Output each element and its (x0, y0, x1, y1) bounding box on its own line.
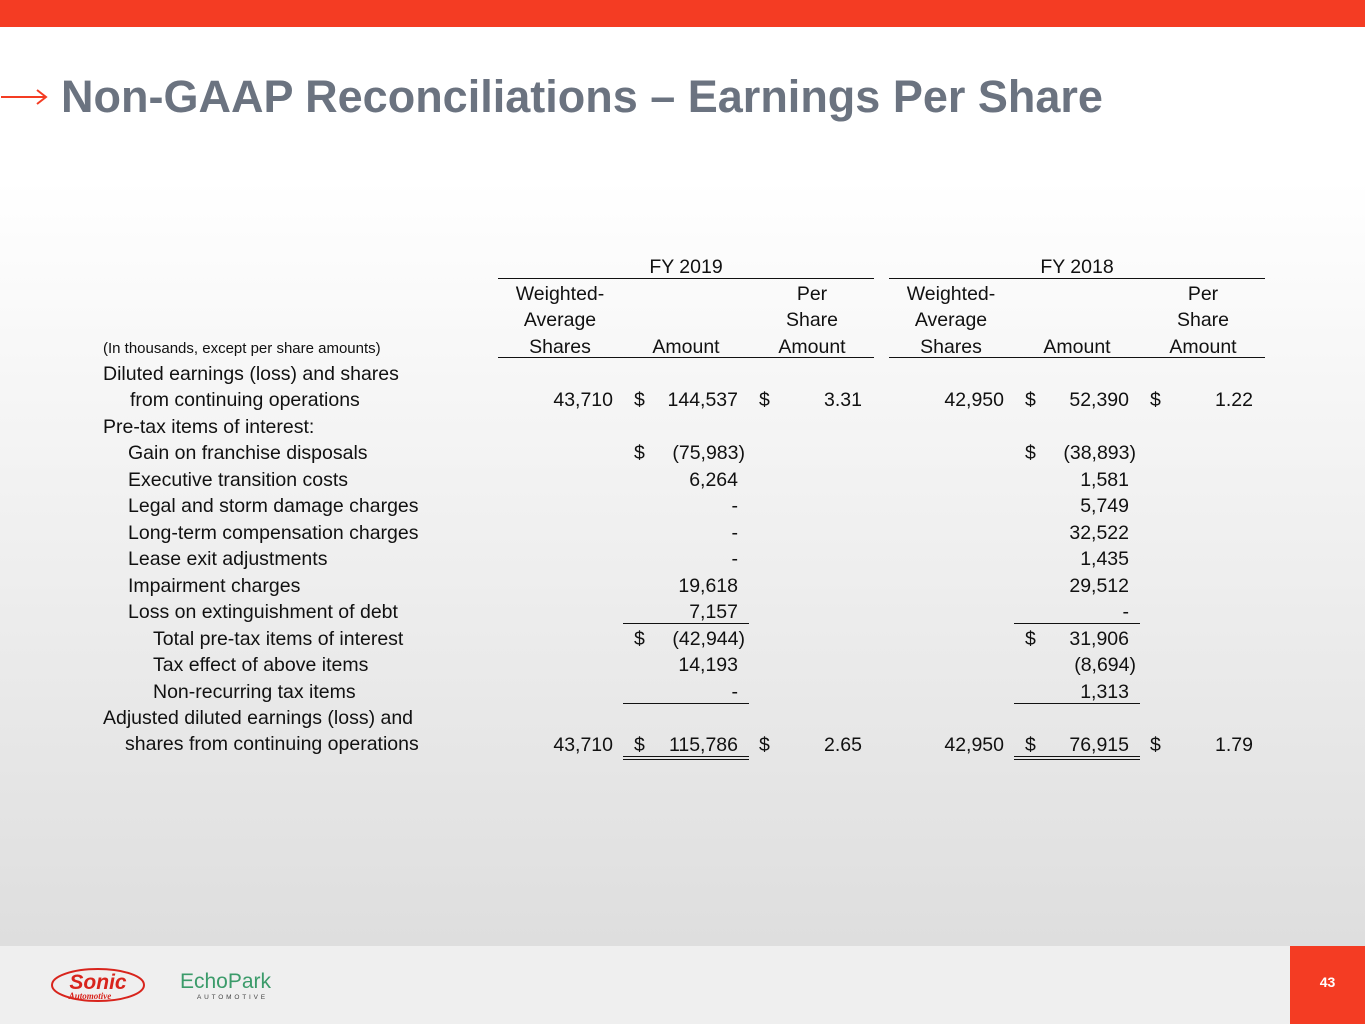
col-header-shares-3: Shares (920, 336, 982, 358)
cell-amount: - (731, 495, 738, 517)
echopark-logo (178, 968, 274, 1004)
cell-amount: 76,915 (1069, 734, 1129, 756)
col-header-amount: Amount (1043, 336, 1111, 358)
currency-sign: $ (634, 734, 645, 756)
row-label: from continuing operations (130, 389, 360, 411)
col-header-amount: Amount (652, 336, 720, 358)
row-label: Executive transition costs (128, 469, 349, 491)
col-header-shares-1: Weighted- (515, 283, 605, 305)
row-label: Lease exit adjustments (128, 548, 328, 570)
row-label: Adjusted diluted earnings (loss) and (103, 707, 414, 729)
cell-amount: 5,749 (1080, 495, 1129, 517)
col-header-shares-3: Shares (529, 336, 591, 358)
row-label: Pre-tax items of interest: (103, 416, 315, 438)
row-label: Tax effect of above items (153, 654, 369, 676)
cell-amount: (38,893) (1063, 442, 1136, 464)
currency-sign: $ (1025, 628, 1036, 650)
col-header-shares-2: Average (914, 309, 988, 331)
row-label: Legal and storm damage charges (128, 495, 419, 517)
cell-shares: 42,950 (944, 389, 1004, 411)
cell-amount: 31,906 (1069, 628, 1129, 650)
col-header-per-3: Amount (1169, 336, 1237, 358)
cell-amount: 1,313 (1080, 681, 1129, 703)
cell-amount: 7,157 (689, 601, 738, 623)
svg-text:Automotive: Automotive (68, 991, 112, 1001)
row-label: shares from continuing operations (125, 733, 419, 755)
row-label: Loss on extinguishment of debt (128, 601, 398, 623)
period-fy2018: FY 2018 (1040, 256, 1114, 278)
currency-sign: $ (1025, 389, 1036, 411)
cell-per-share: 1.79 (1215, 734, 1253, 756)
cell-amount: 144,537 (667, 389, 738, 411)
row-label: Total pre-tax items of interest (153, 628, 404, 650)
col-header-shares-2: Average (523, 309, 597, 331)
period-fy2019: FY 2019 (649, 256, 723, 278)
cell-amount: 29,512 (1069, 575, 1129, 597)
cell-amount: 32,522 (1069, 522, 1129, 544)
currency-sign: $ (1150, 389, 1161, 411)
cell-amount: 14,193 (678, 654, 738, 676)
cell-amount: (42,944) (672, 628, 745, 650)
cell-amount: - (731, 548, 738, 570)
row-label: Diluted earnings (loss) and shares (103, 363, 399, 385)
col-header-per-1: Per (796, 283, 828, 305)
cell-amount: (75,983) (672, 442, 745, 464)
page-number: 43 (1319, 974, 1336, 990)
cell-per-share: 1.22 (1215, 389, 1253, 411)
col-header-per-1: Per (1187, 283, 1219, 305)
cell-amount: 6,264 (689, 469, 738, 491)
svg-text:AUTOMOTIVE: AUTOMOTIVE (197, 994, 268, 1001)
currency-sign: $ (759, 389, 770, 411)
cell-shares: 43,710 (553, 389, 613, 411)
row-label: Non-recurring tax items (153, 681, 356, 703)
row-label: Long-term compensation charges (128, 522, 419, 544)
currency-sign: $ (634, 628, 645, 650)
row-label: Impairment charges (128, 575, 301, 597)
page-title: Non-GAAP Reconciliations – Earnings Per Share (61, 71, 1103, 122)
currency-sign: $ (1025, 734, 1036, 756)
cell-per-share: 2.65 (824, 734, 862, 756)
currency-sign: $ (1150, 734, 1161, 756)
arrow-right-icon (0, 79, 50, 113)
cell-amount: 1,435 (1080, 548, 1129, 570)
row-label: Gain on franchise disposals (128, 442, 368, 464)
svg-text:Sonic: Sonic (69, 971, 127, 994)
cell-amount: 52,390 (1069, 389, 1129, 411)
cell-shares: 43,710 (553, 734, 613, 756)
cell-per-share: 3.31 (824, 389, 862, 411)
currency-sign: $ (634, 389, 645, 411)
cell-amount: 115,786 (668, 734, 738, 756)
sonic-automotive-logo (50, 966, 146, 1004)
currency-sign: $ (1025, 442, 1036, 464)
cell-amount: - (731, 522, 738, 544)
units-note: (In thousands, except per share amounts) (103, 340, 381, 357)
cell-amount: 1,581 (1080, 469, 1129, 491)
currency-sign: $ (634, 442, 645, 464)
col-header-per-2: Share (785, 309, 839, 331)
cell-amount: (8,694) (1074, 654, 1136, 676)
col-header-per-2: Share (1176, 309, 1230, 331)
svg-text:EchoPark: EchoPark (180, 970, 272, 993)
cell-amount: 19,618 (678, 575, 738, 597)
col-header-per-3: Amount (778, 336, 846, 358)
top-accent-bar (0, 0, 1365, 27)
cell-amount: - (731, 681, 738, 703)
col-header-shares-1: Weighted- (906, 283, 996, 305)
currency-sign: $ (759, 734, 770, 756)
cell-shares: 42,950 (944, 734, 1004, 756)
cell-amount: - (1122, 601, 1129, 623)
